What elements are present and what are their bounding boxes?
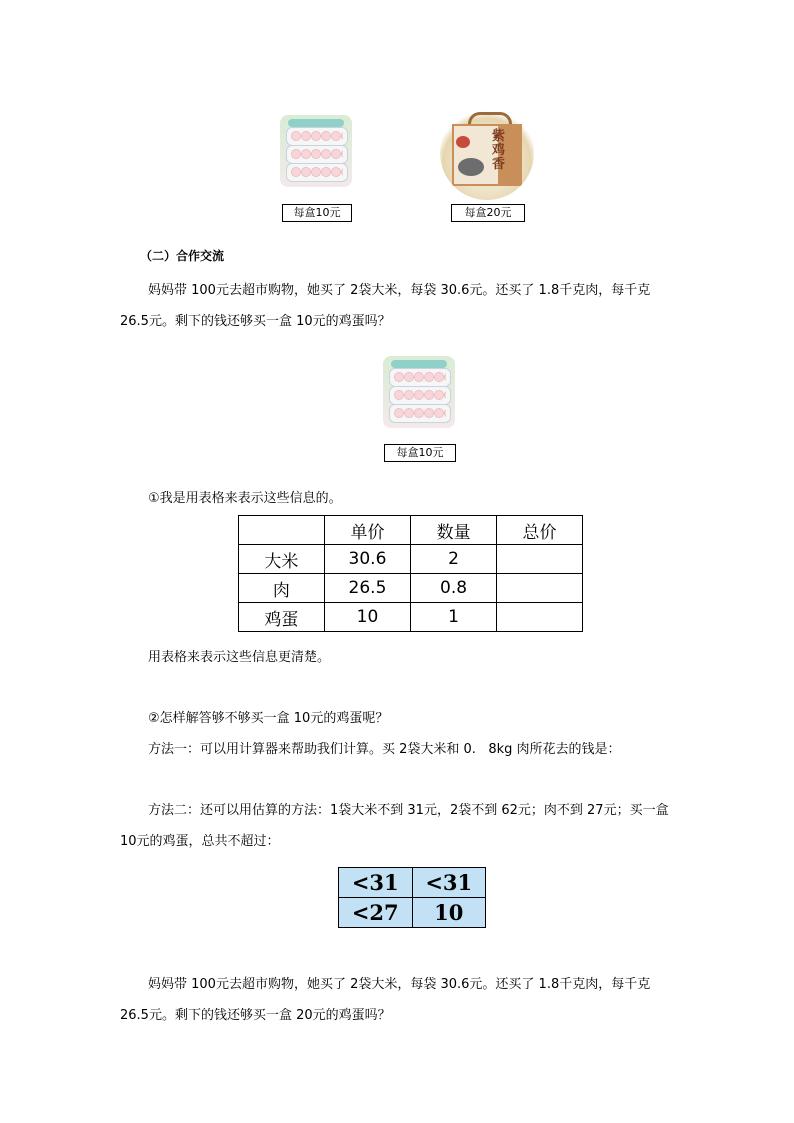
table-cell: 总价	[497, 516, 583, 545]
problem-text-1: 妈妈带 100元去超市购物，她买了 2袋大米，每袋 30.6元。还买了 1.8千克肉，每千克 26.5元。剩下的钱还够买一盒 10元的鸡蛋吗？	[120, 283, 651, 329]
table-cell: 10	[324, 603, 410, 632]
egg-box-image	[383, 356, 455, 428]
table-cell: 肉	[239, 574, 325, 603]
table-cell	[497, 545, 583, 574]
table-cell: 2	[411, 545, 497, 574]
table-cell	[239, 516, 325, 545]
table-cell: 数量	[411, 516, 497, 545]
gift-price-caption: 每盒20元	[451, 204, 525, 222]
table-cell: 10	[412, 898, 486, 928]
table-cell: 30.6	[324, 545, 410, 574]
table-cell: 鸡蛋	[239, 603, 325, 632]
table-row	[339, 898, 486, 928]
table-row	[239, 574, 583, 603]
table-cell: 26.5	[324, 574, 410, 603]
estimate-table	[338, 867, 486, 928]
table-row	[239, 603, 583, 632]
info-table	[238, 515, 583, 632]
step-1-text: ①我是用表格来表示这些信息的。	[148, 491, 342, 506]
egg-price-caption: 每盒10元	[384, 444, 456, 462]
method-1-text: 方法一：可以用计算器来帮助我们计算。买 2袋大米和 0. 8kg 肉所花去的钱是：	[148, 742, 621, 757]
table-cell: 单价	[324, 516, 410, 545]
table-row	[339, 868, 486, 898]
table-cell	[497, 574, 583, 603]
gift-box-label: 紫鸡香	[492, 129, 506, 172]
table-cell: <31	[412, 868, 486, 898]
gift-box-image	[440, 106, 534, 200]
problem-text-2: 妈妈带 100元去超市购物，她买了 2袋大米，每袋 30.6元。还买了 1.8千克肉，每千克 26.5元。剩下的钱还够买一盒 20元的鸡蛋吗？	[120, 977, 651, 1023]
table-note: 用表格来表示这些信息更清楚。	[148, 650, 331, 665]
egg-price-caption: 每盒10元	[282, 204, 352, 222]
section-heading: （二）合作交流	[140, 249, 225, 263]
table-cell	[497, 603, 583, 632]
table-row	[239, 545, 583, 574]
egg-box-image	[280, 115, 352, 187]
step-2-text: ②怎样解答够不够买一盒 10元的鸡蛋呢？	[148, 711, 389, 726]
method-2-text: 方法二：还可以用估算的方法：1袋大米不到 31元，2袋不到 62元；肉不到 27元；买一盒 10元的鸡蛋，总共不超过：	[120, 803, 669, 849]
table-cell: 0.8	[411, 574, 497, 603]
table-cell: 大米	[239, 545, 325, 574]
table-cell: <31	[339, 868, 413, 898]
table-header-row	[239, 516, 583, 545]
table-cell: 1	[411, 603, 497, 632]
table-cell: <27	[339, 898, 413, 928]
